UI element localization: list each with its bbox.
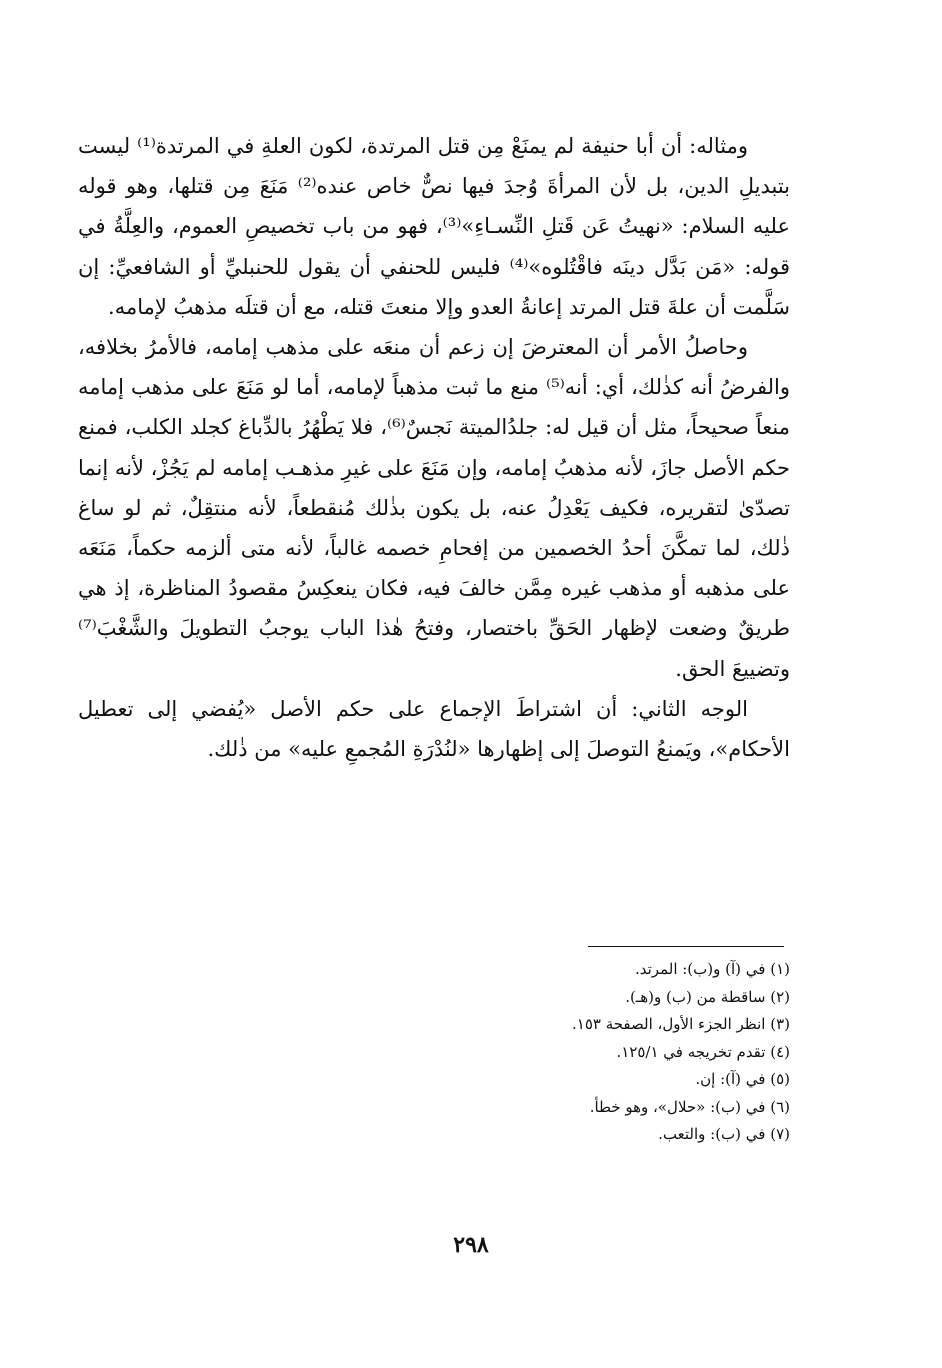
- footnote-6: (٦) في (ب): «حلال»، وهو خطأ.: [589, 1097, 790, 1116]
- footnote-5: (٥) في (آ): إن.: [695, 1070, 790, 1088]
- paragraph-1: ومثاله: أن أبا حنيفة لم يمنَعْ مِن قتل المرتدة، لكون العلةِ في المرتدة⁽¹⁾ ليست بتبديلِ الدين، بل لأن المرأةَ وُجدَ فيها نصٌّ خاص عنده⁽²⁾ مَنَعَ مِن قتلها، وهو قوله عليه السلام: «نهيتُ عَن قَتلِ النِّسـاءِ»⁽³⁾، فهو من باب تخصيصِ العموم، والعِلَّةُ في قوله: «مَن بَدَّل دينَه فاقْتُلوه»⁽⁴⁾ فليس للحنفي أن يقول للحنبليِّ أو الشافعيِّ: إن سَلَّمت أن علةَ قتل المرتد إعانةُ العدو وإلا منعتَ قتله، مع أن قتلَه مذهبُ لإمامه.: [78, 134, 791, 319]
- footnote-4: (٤) تقدم تخريجه في ١٢٥/١.: [616, 1042, 790, 1061]
- footnote-separator: [588, 946, 784, 947]
- footnote-7: (٧) في (ب): والتعب.: [658, 1125, 790, 1143]
- footnote-2: (٢) ساقطة من (ب) و(هـ).: [625, 987, 790, 1006]
- page-number: ٢٩٨: [453, 1232, 489, 1258]
- paragraph-3: الوجه الثاني: أن اشتراطَ الإجماع على حكم الأصل «يُفضي إلى تعطيل الأحكام»، ويَمنعُ التوصلَ إلى إظهارها «لنُدْرَةِ المُجمعِ عليه» من ذٰلك.: [78, 696, 790, 762]
- main-text: [78, 126, 790, 769]
- paragraph-2: وحاصلُ الأمر أن المعترضَ إن زعم أن منعَه على مذهب إمامه، فالأمرُ بخلافه، والفرضُ أنه كذٰلك، أي: أنه⁽⁵⁾ منع ما ثبت مذهباً لإمامه، أما لو مَنَعَ على مذهب إمامه منعاً صحيحاً، مثل أن قيل له: جلدُالميتة نَجسٌ⁽⁶⁾، فلا يَطْهُرُ بالدِّباغ كجلد الكلب، فمنع حكم الأصل جازَ، لأنه مذهبُ إمامه، وإن مَنَعَ على غيرِ مذهـب إمامه لم يَجُزْ، لأنه إنما تصدّىٰ لتقريره، فكيف يَعْدِلُ عنه، بل يكون بذٰلك مُنقطعاً، لأنه منتقِلٌ، ثم لو ساغ ذٰلك، لما تمكَّنَ أحدُ الخصمين من إفحامِ خصمه غالباً، لأنه متى ألزمه حكماً، مَنَعَه على مذهبه أو مذهب غيره مِمَّن خالفَ فيه، فكان ينعكِسُ مقصودُ المناظرة، إذ هي طريقٌ وضعت لإظهار الحَقِّ باختصار، وفتحُ هٰذا الباب يوجبُ التطويلَ والشَّغْبَ⁽⁷⁾ وتضييعَ الحق.: [78, 335, 791, 681]
- footnotes: [400, 956, 790, 1149]
- footnote-1: (١) في (آ) و(ب): المرتد.: [634, 960, 790, 978]
- footnote-3: (٣) انظر الجزء الأول، الصفحة ١٥٣.: [571, 1015, 790, 1033]
